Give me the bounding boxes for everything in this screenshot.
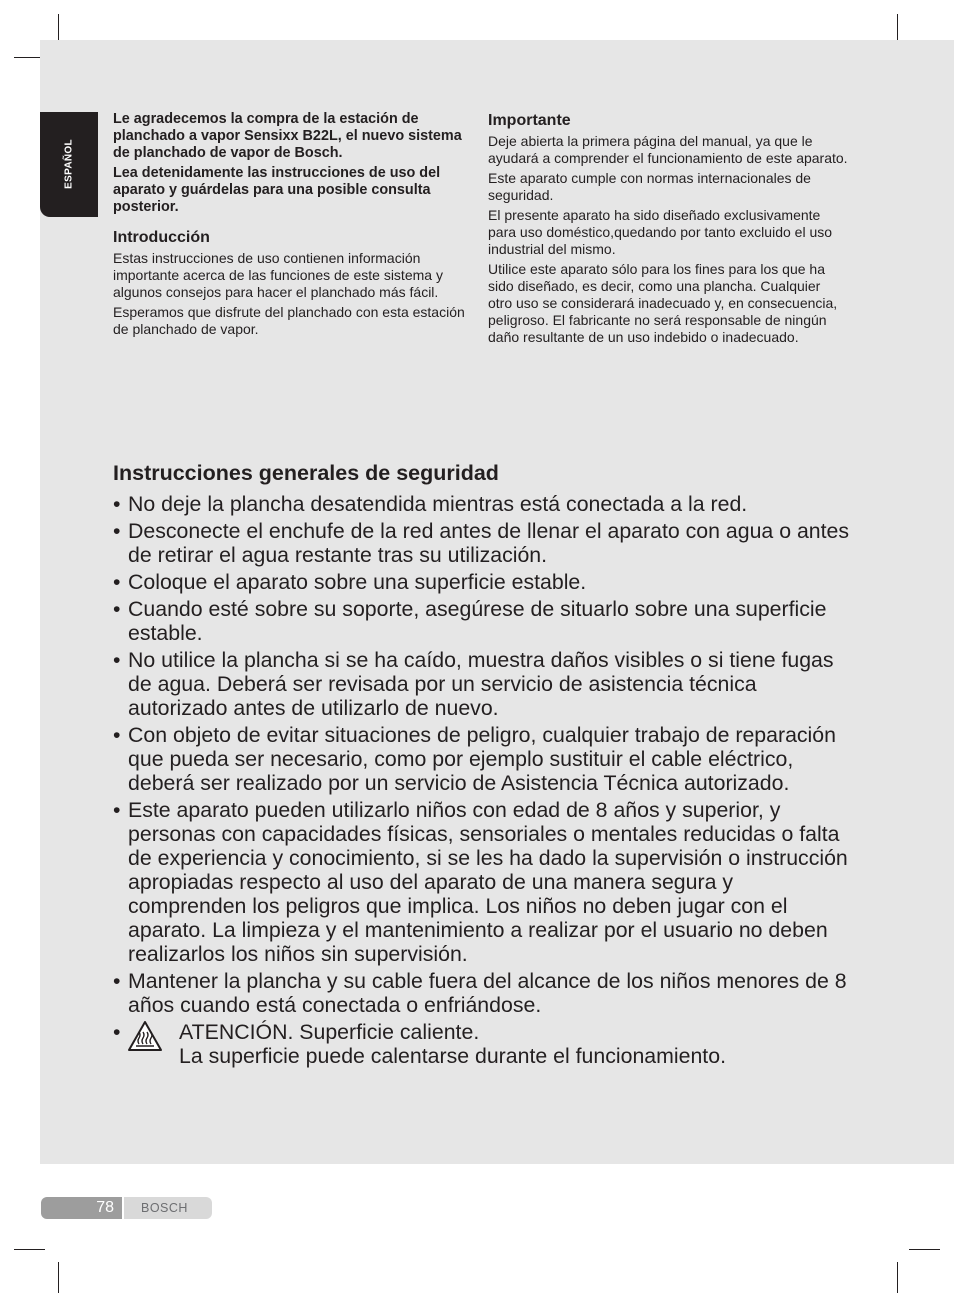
introduction-paragraph: Estas instrucciones de uso contienen información importante acerca de las funciones de este sistema y algunos consejos para hacer el planchado más fácil. <box>113 250 443 300</box>
left-column <box>113 111 473 341</box>
crop-mark <box>14 1249 45 1250</box>
safety-item <box>113 723 853 795</box>
important-paragraph: Deje abierta la primera página del manual, ya que le ayudará a comprender el funcionamiento de este aparato. <box>488 133 848 166</box>
safety-item-text: No deje la plancha desatendida mientras está conectada a la red. <box>128 492 748 516</box>
crop-mark <box>909 1249 940 1250</box>
safety-item-text: Cuando esté sobre su soporte, asegúrese de situarlo sobre una superficie estable. <box>128 597 827 645</box>
introduction-paragraph: Esperamos que disfrute del planchado con esta estación de planchado de vapor. <box>113 304 465 337</box>
safety-item <box>113 969 853 1017</box>
bullet: • <box>113 723 121 747</box>
bullet: • <box>113 519 121 543</box>
safety-item-text: No utilice la plancha si se ha caído, muestra daños visibles o si tiene fugas de agua. Deberá ser revisada por un servicio de asistencia técnica autorizado antes de utilizarlo de nuevo. <box>128 648 834 720</box>
important-paragraph: El presente aparato ha sido diseñado exclusivamente para uso doméstico,quedando por tanto excluido el uso industrial del mismo. <box>488 207 833 257</box>
bullet: • <box>113 648 121 672</box>
safety-item-text: Con objeto de evitar situaciones de peligro, cualquier trabajo de reparación que pueda ser necesario, como por ejemplo sustituir el cable eléctrico, deberá ser realizado por un servicio de Asistencia Técnica autorizado. <box>128 723 836 795</box>
important-paragraph: Utilice este aparato sólo para los fines para los que ha sido diseñado, es decir, como una plancha. Cualquier otro uso se considerará inadecuado y, en consecuencia, peligroso. El fabricante no será responsable de ningún daño resultante de un uso indebido o inadecuado. <box>488 261 838 345</box>
intro-read-carefully: Lea detenidamente las instrucciones de uso del aparato y guárdelas para una posible consulta posterior. <box>113 165 441 215</box>
safety-warning-item <box>113 1020 853 1068</box>
important-paragraph: Este aparato cumple con normas internacionales de seguridad. <box>488 170 811 203</box>
intro-thanks: Le agradecemos la compra de la estación de planchado a vapor Sensixx B22L, el nuevo sistema de planchado de vapor de Bosch. <box>113 111 462 161</box>
safety-section <box>113 460 853 1071</box>
safety-item <box>113 597 853 645</box>
safety-item-text: Mantener la plancha y su cable fuera del alcance de los niños menores de 8 años cuando está conectada o enfriándose. <box>128 969 847 1017</box>
crop-mark <box>58 1262 59 1293</box>
safety-item <box>113 492 853 516</box>
hot-surface-icon <box>127 1020 163 1052</box>
safety-item-text: Coloque el aparato sobre una superficie estable. <box>128 570 587 594</box>
language-tab-label: ESPAÑOL <box>63 139 75 189</box>
page-number: 78 <box>41 1197 122 1219</box>
bullet: • <box>113 597 121 621</box>
right-column <box>488 111 848 349</box>
introduction-heading: Introducción <box>113 229 210 246</box>
safety-item <box>113 798 853 966</box>
bullet: • <box>113 969 121 993</box>
safety-item-text: Desconecte el enchufe de la red antes de llenar el aparato con agua o antes de retirar el agua restante tras su utilización. <box>128 519 850 567</box>
safety-item-text: Este aparato pueden utilizarlo niños con edad de 8 años y superior, y personas con capacidades físicas, sensoriales o mentales reducidas o falta de experiencia y conocimiento, si se les ha dado la supervisión o instrucción apropiadas respecto al uso del aparato de una manera segura y comprenden los peligros que implica. Los niños no deben jugar con el aparato. La limpieza y el mantenimiento a realizar por el usuario no deben realizarlos los niños sin supervisión. <box>128 798 848 966</box>
bullet: • <box>113 798 121 822</box>
safety-item <box>113 570 853 594</box>
safety-heading: Instrucciones generales de seguridad <box>113 461 499 485</box>
bullet: • <box>113 1020 121 1044</box>
safety-item <box>113 519 853 567</box>
safety-item <box>113 648 853 720</box>
bullet: • <box>113 570 121 594</box>
warning-text: La superficie puede calentarse durante el funcionamiento. <box>179 1044 726 1068</box>
important-heading: Importante <box>488 112 571 129</box>
language-tab <box>40 112 98 217</box>
safety-list <box>113 492 853 1068</box>
footer-brand: BOSCH <box>124 1197 212 1219</box>
crop-mark <box>897 1262 898 1293</box>
bullet: • <box>113 492 121 516</box>
warning-title: ATENCIÓN. Superficie caliente. <box>179 1020 480 1044</box>
